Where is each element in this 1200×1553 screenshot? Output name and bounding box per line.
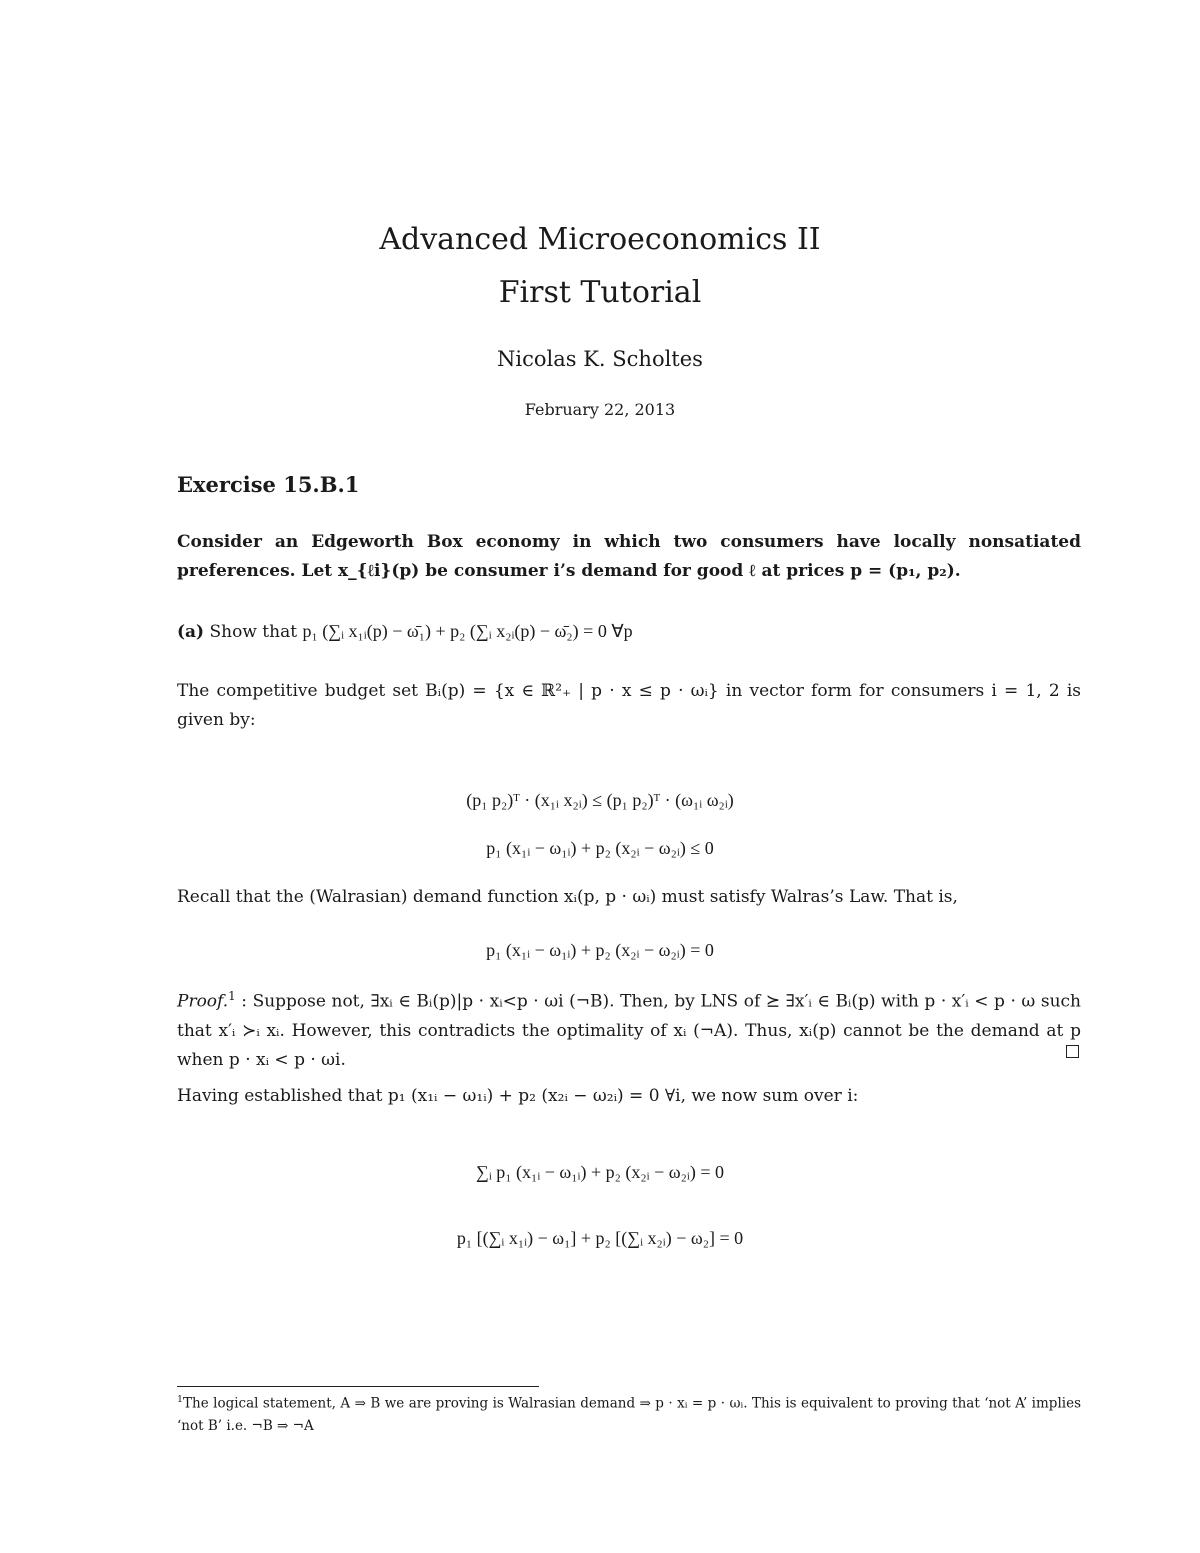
walras-law-equation: p₁ (x₁ᵢ − ω₁ᵢ) + p₂ (x₂ᵢ − ω₂ᵢ) = 0 <box>486 940 714 960</box>
exercise-heading: Exercise 15.B.1 <box>177 472 360 497</box>
footnote <box>177 1389 1081 1437</box>
footnote-rule <box>177 1386 539 1387</box>
document-subtitle: First Tutorial <box>498 275 702 310</box>
proof-label: Proof. <box>177 991 229 1012</box>
footnote-text: The logical statement, A ⇒ B we are proving is Walrasian demand ⇒ p · xᵢ = p · ωᵢ. This is equivalent to proving that ‘not A’ implies ‘not B’ i.e. ¬B ⇒ ¬A <box>177 1395 1081 1434</box>
budget-inequality-scalar: p₁ (x₁ᵢ − ω₁ᵢ) + p₂ (x₂ᵢ − ω₂ᵢ) ≤ 0 <box>486 838 714 858</box>
sum-equation-2: p₁ [(∑ᵢ x₁ᵢ) − ω₁] + p₂ [(∑ᵢ x₂ᵢ) − ω₂] = 0 <box>456 1228 744 1248</box>
sum-text: Having established that p₁ (x₁ᵢ − ω₁ᵢ) + p₂ (x₂ᵢ − ω₂ᵢ) = 0 ∀i, we now sum over i: <box>177 1086 859 1106</box>
walras-text: Recall that the (Walrasian) demand function xᵢ(p, p · ωᵢ) must satisfy Walras’s Law. That is, <box>177 887 958 907</box>
footnote-marker: 1 <box>177 1394 184 1405</box>
part-a-text: Show that <box>209 622 298 642</box>
date: February 22, 2013 <box>524 400 676 419</box>
budget-set-text: The competitive budget set Bᵢ(p) = {x ∈ ℝ²₊ | p · x ≤ p · ωᵢ} in vector form for consumers i = 1, 2 is given by: <box>177 681 1081 730</box>
part-a-label: (a) <box>177 622 205 642</box>
part-a <box>177 621 633 642</box>
exercise-statement: Consider an Edgeworth Box economy in which two consumers have locally nonsatiated preferences. Let x_{ℓi}(p) be consumer i’s demand for good ℓ at prices p = (p₁, p₂). <box>177 532 1081 581</box>
part-a-formula: p₁ (∑ᵢ x₁ᵢ(p) − ω̄₁) + p₂ (∑ᵢ x₂ᵢ(p) − ω̄₂) = 0 ∀p <box>302 621 633 641</box>
author: Nicolas K. Scholtes <box>497 347 703 371</box>
document-title: Advanced Microeconomics II <box>379 222 821 257</box>
qed-icon <box>1066 1045 1079 1058</box>
proof-text: Suppose not, ∃xᵢ ∈ Bᵢ(p)|p · xᵢ<p · ωi (¬B). Then, by LNS of ⪰ ∃x′ᵢ ∈ Bᵢ(p) with p · x′ᵢ < p · ω such that x′ᵢ ≻ᵢ xᵢ. However, this contradicts the optimality of xᵢ (¬A). Thus, xᵢ(p) cannot be the demand at p when p · xᵢ < p · ωi. <box>177 991 1081 1070</box>
proof-paragraph: Proof.$^1$ : Suppose not, ∃xᵢ ∈ Bᵢ(p)|p · xᵢ<p · ωi (¬B). Then, by LNS of ⪰ ∃x′ᵢ ∈ Bᵢ(p) with p · x′ᵢ < p · ω such that x′ᵢ ≻ᵢ xᵢ. However, this contradicts the optimality of xᵢ (¬A). Thus, xᵢ(p) cannot be the demand at p when p · xᵢ < p · ωi. <box>177 989 1081 1070</box>
sum-equation-1: ∑ᵢ p₁ (x₁ᵢ − ω₁ᵢ) + p₂ (x₂ᵢ − ω₂ᵢ) = 0 <box>476 1162 724 1182</box>
footnote-ref: 1 <box>228 989 236 1003</box>
budget-inequality-vector: (p₁ p₂)ᵀ · (x₁ᵢ x₂ᵢ) ≤ (p₁ p₂)ᵀ · (ω₁ᵢ ω₂ᵢ) <box>466 790 734 810</box>
